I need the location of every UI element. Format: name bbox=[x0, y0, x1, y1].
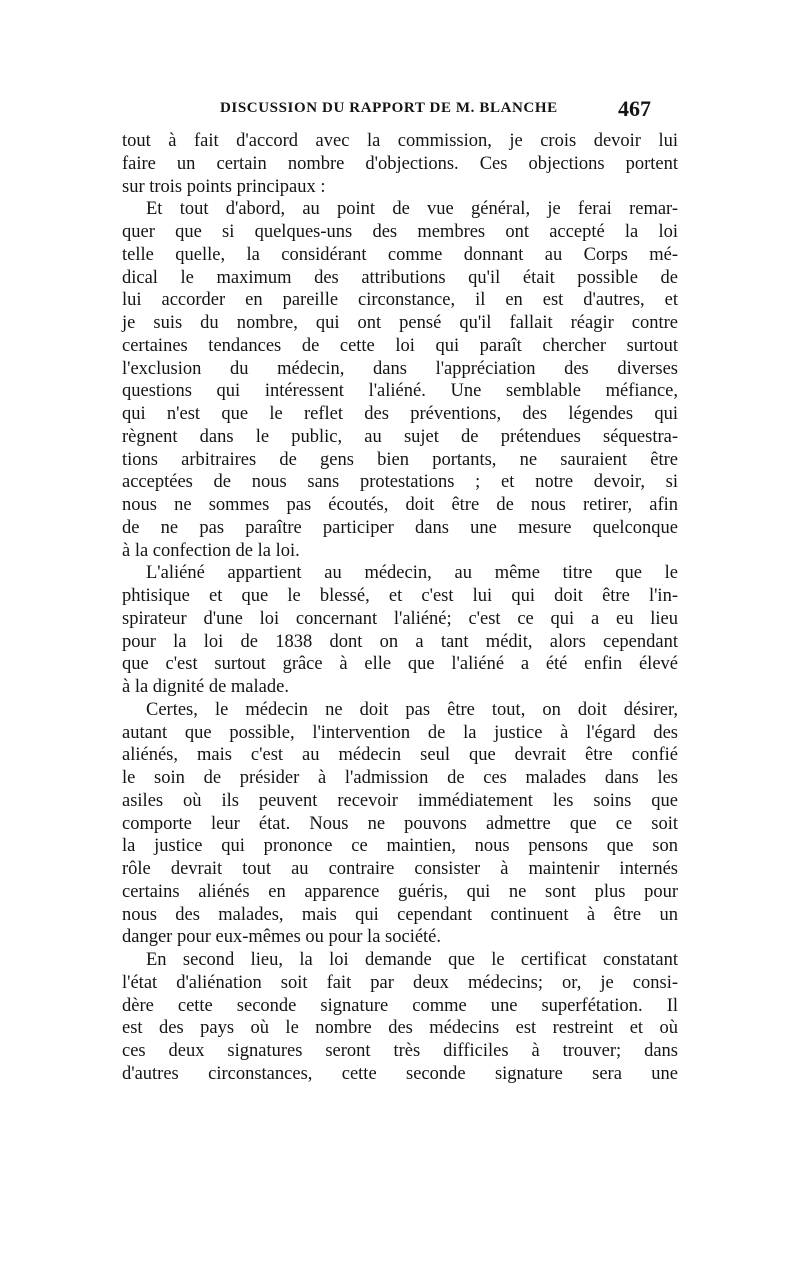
text-line: tions arbitraires de gens bien portants, ne sauraient être bbox=[122, 449, 678, 470]
text-line: L'aliéné appartient au médecin, au même titre que le bbox=[146, 563, 678, 584]
text-line: pour la loi de 1838 dont on a tant médit, alors cependant bbox=[122, 631, 678, 652]
text-line: qui n'est que le reflet des préventions, des légendes qui bbox=[122, 404, 678, 424]
text-line: ces deux signatures seront très difficiles à trouver; dans bbox=[122, 1041, 678, 1061]
text-line: rôle devrait tout au contraire consister à maintenir internés bbox=[122, 859, 678, 879]
text-line: questions qui intéressent l'aliéné. Une semblable méfiance, bbox=[122, 381, 678, 402]
text-line: règnent dans le public, au sujet de prétendues séquestra- bbox=[122, 426, 678, 447]
text-line: dère cette seconde signature comme une superfétation. Il bbox=[122, 995, 678, 1016]
text-line: le soin de présider à l'admission de ces malades dans les bbox=[122, 768, 678, 788]
body-text bbox=[122, 130, 678, 1086]
text-line: que c'est surtout grâce à elle que l'aliéné a été enfin élevé bbox=[122, 654, 678, 675]
text-line: phtisique et que le blessé, et c'est lui qui doit être l'in- bbox=[122, 586, 678, 606]
text-line: l'état d'aliénation soit fait par deux médecins; or, je consi- bbox=[122, 972, 678, 993]
text-line: l'exclusion du médecin, dans l'appréciation des diverses bbox=[122, 358, 678, 379]
text-line: d'autres circonstances, cette seconde signature sera une bbox=[122, 1063, 678, 1084]
text-line: faire un certain nombre d'objections. Ces objections portent bbox=[122, 153, 678, 174]
text-line: sur trois points principaux : bbox=[122, 176, 326, 197]
text-line: danger pour eux-mêmes ou pour la société. bbox=[122, 927, 442, 948]
text-line: comporte leur état. Nous ne pouvons admettre que ce soit bbox=[122, 813, 678, 834]
text-line: quer que si quelques-uns des membres ont accepté la loi bbox=[122, 222, 678, 242]
text-line: asiles où ils peuvent recevoir immédiatement les soins que bbox=[122, 790, 678, 811]
text-line: est des pays où le nombre des médecins est restreint et où bbox=[122, 1018, 678, 1039]
text-line: dical le maximum des attributions qu'il était possible de bbox=[122, 267, 678, 288]
text-line: aliénés, mais c'est au médecin seul que devrait être confié bbox=[122, 745, 678, 766]
running-head-title: DISCUSSION DU RAPPORT DE M. BLANCHE bbox=[220, 100, 558, 116]
text-line: autant que possible, l'intervention de la justice à l'égard des bbox=[122, 722, 678, 743]
text-line: Certes, le médecin ne doit pas être tout, on doit désirer, bbox=[146, 699, 678, 720]
text-line: En second lieu, la loi demande que le certificat constatant bbox=[146, 950, 678, 970]
text-line: à la dignité de malade. bbox=[122, 677, 289, 697]
text-line: nous des malades, mais qui cependant continuent à être un bbox=[122, 904, 678, 925]
text-line: de ne pas paraître participer dans une mesure quelconque bbox=[122, 517, 678, 538]
text-line: tout à fait d'accord avec la commission, je crois devoir lui bbox=[122, 131, 678, 151]
text-line: spirateur d'une loi concernant l'aliéné; c'est ce qui a eu lieu bbox=[122, 608, 678, 629]
text-line: certaines tendances de cette loi qui paraît chercher surtout bbox=[122, 335, 678, 356]
page-number: 467 bbox=[618, 96, 651, 121]
text-line: je suis du nombre, qui ont pensé qu'il fallait réagir contre bbox=[122, 313, 678, 333]
text-line: la justice qui prononce ce maintien, nous pensons que son bbox=[122, 836, 678, 857]
text-line: Et tout d'abord, au point de vue général, je ferai remar- bbox=[146, 199, 678, 220]
text-line: certains aliénés en apparence guéris, qui ne sont plus pour bbox=[122, 881, 678, 902]
text-line: nous ne sommes pas écoutés, doit être de nous retirer, afin bbox=[122, 495, 678, 515]
text-line: à la confection de la loi. bbox=[122, 540, 300, 561]
text-line: lui accorder en pareille circonstance, il en est d'autres, et bbox=[122, 290, 678, 311]
text-line: acceptées de nous sans protestations ; et notre devoir, si bbox=[122, 472, 678, 493]
text-line: telle quelle, la considérant comme donnant au Corps mé- bbox=[122, 244, 678, 265]
